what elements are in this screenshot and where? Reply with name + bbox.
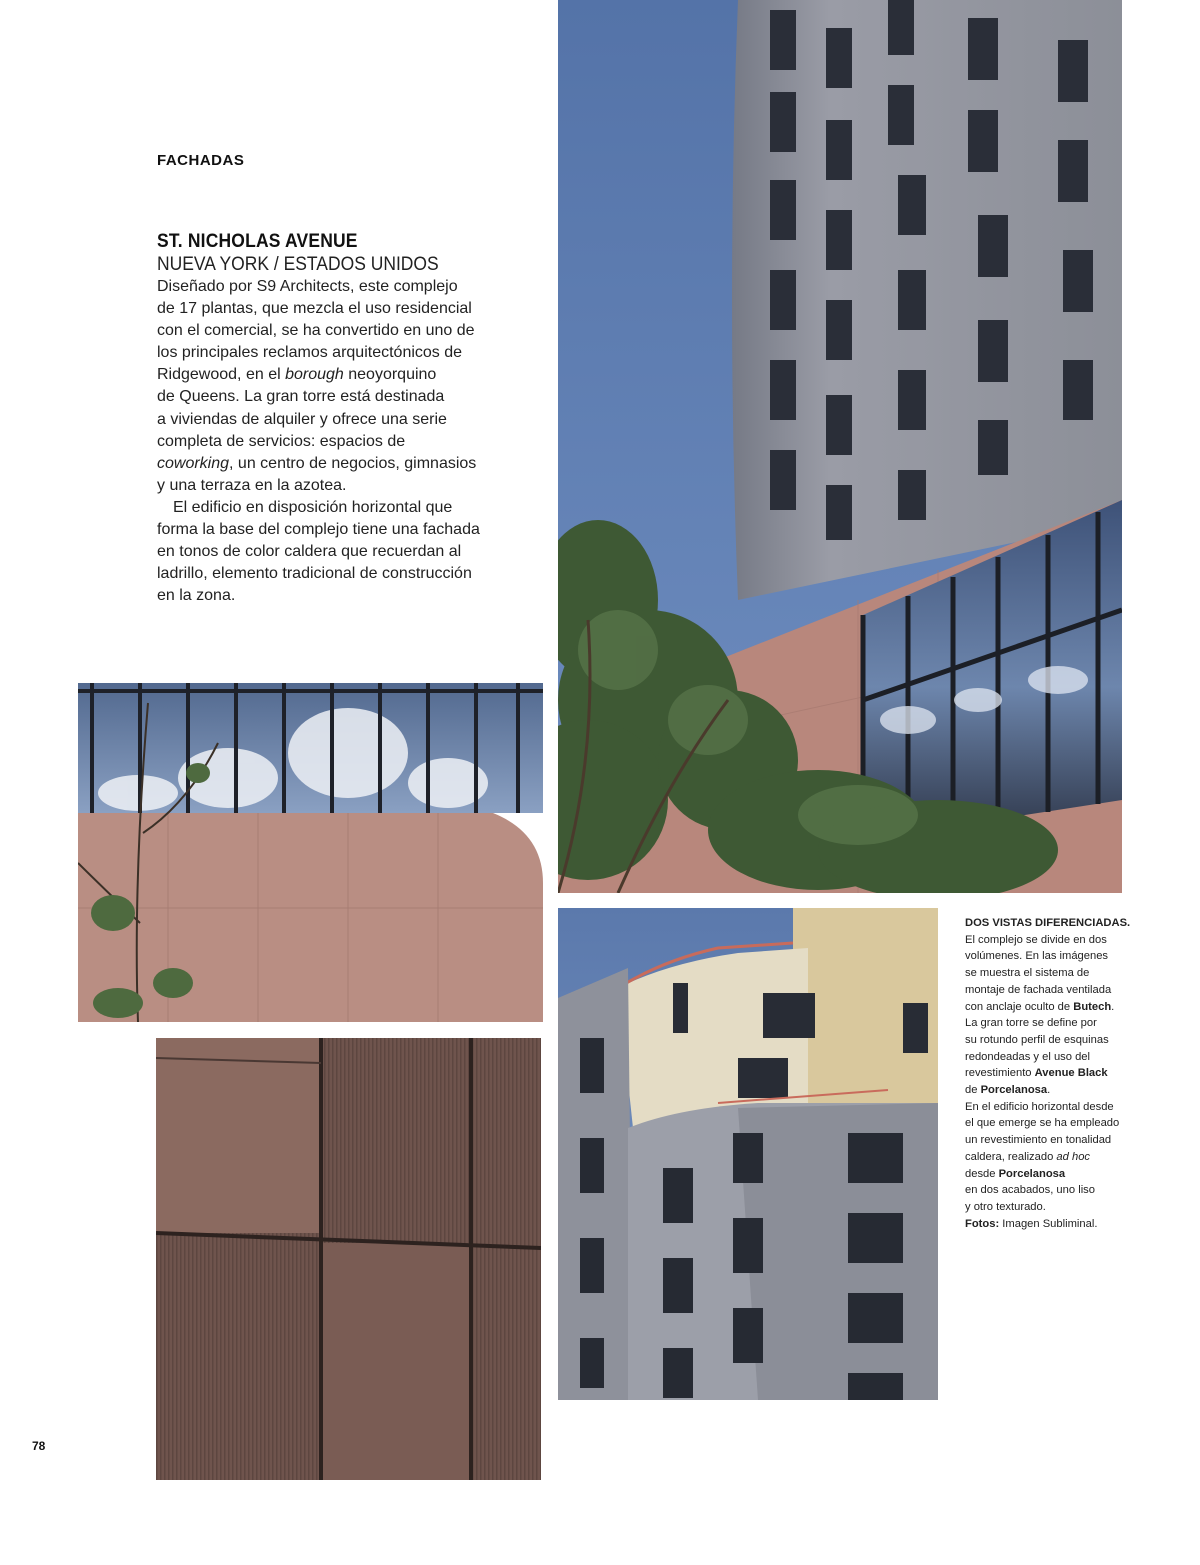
caption-line: desde — [965, 1167, 999, 1180]
caption-brand: Butech — [1073, 1000, 1112, 1013]
photo-glass-band — [78, 683, 543, 1022]
caption-brand: Porcelanosa — [998, 1167, 1066, 1180]
body-line: , un centro de negocios, gimnasios — [229, 454, 477, 472]
paragraph-1 — [157, 276, 497, 497]
caption-line: revestimiento — [965, 1067, 1035, 1080]
body-line: los principales reclamos arquitectónicos de — [157, 344, 463, 362]
caption-credit-label: Fotos: — [965, 1217, 1000, 1230]
body-line: con el comercial, se ha convertido en uno de — [157, 322, 475, 340]
body-line: a viviendas de alquiler y ofrece una serie — [157, 410, 447, 428]
caption-line: redondeadas y el uso del — [965, 1050, 1091, 1063]
caption-line: La gran torre se define por — [965, 1017, 1097, 1030]
caption-line: con anclaje oculto de — [965, 1000, 1074, 1013]
body-emphasis: coworking — [157, 454, 230, 472]
photo-tower-facade — [558, 0, 1122, 893]
photo-textured-panels — [156, 1038, 541, 1480]
caption-line: En el edificio horizontal desde — [965, 1100, 1114, 1113]
caption-line: un revestimiento en tonalidad — [965, 1134, 1112, 1147]
caption-line: montaje de fachada ventilada — [965, 983, 1112, 996]
body-line: Ridgewood, en el — [157, 366, 286, 384]
caption-line: . — [1111, 1000, 1115, 1013]
caption-brand: Porcelanosa — [980, 1084, 1048, 1097]
article-body — [157, 276, 497, 607]
body-line: forma la base del complejo tiene una fachada — [157, 521, 480, 539]
caption-line: se muestra el sistema de — [965, 967, 1090, 980]
caption-line: el que emerge se ha empleado — [965, 1117, 1120, 1130]
article-subtitle: NUEVA YORK / ESTADOS UNIDOS — [157, 254, 439, 275]
body-line: Diseñado por S9 Architects, este complejo — [157, 278, 458, 295]
body-line: de Queens. La gran torre está destinada — [157, 388, 445, 406]
photo-rounded-corner — [558, 908, 938, 1400]
body-line: ladrillo, elemento tradicional de construcción — [157, 565, 472, 583]
body-line: El edificio en disposición horizontal que — [173, 498, 453, 516]
body-line: de 17 plantas, que mezcla el uso residencial — [157, 300, 472, 318]
caption-line: su rotundo perfil de esquinas — [965, 1033, 1109, 1046]
section-label: FACHADAS — [157, 152, 245, 169]
caption-title: DOS VISTAS DIFERENCIADAS. — [965, 917, 1131, 929]
caption-credit: Imagen Subliminal. — [999, 1217, 1098, 1230]
caption-line: de — [965, 1084, 981, 1097]
caption-line: volúmenes. En las imágenes — [965, 950, 1109, 963]
body-emphasis: borough — [285, 366, 344, 384]
photo-caption — [965, 915, 1140, 1232]
caption-line: en dos acabados, uno liso — [965, 1184, 1095, 1197]
caption-line: . — [1047, 1084, 1051, 1097]
caption-emphasis: ad hoc — [1056, 1150, 1091, 1163]
body-line: y una terraza en la azotea. — [157, 476, 347, 494]
caption-product: Avenue Black — [1034, 1067, 1108, 1080]
paragraph-2 — [157, 497, 497, 607]
caption-line: y otro texturado. — [965, 1200, 1046, 1213]
article-title: ST. NICHOLAS AVENUE — [157, 231, 358, 252]
caption-line: caldera, realizado — [965, 1150, 1057, 1163]
caption-line: El complejo se divide en dos — [965, 933, 1107, 946]
body-line: en tonos de color caldera que recuerdan al — [157, 543, 462, 561]
body-line: neoyorquino — [343, 366, 437, 384]
page-number: 78 — [32, 1439, 46, 1453]
body-line: en la zona. — [157, 587, 236, 605]
body-line: completa de servicios: espacios de — [157, 432, 406, 450]
